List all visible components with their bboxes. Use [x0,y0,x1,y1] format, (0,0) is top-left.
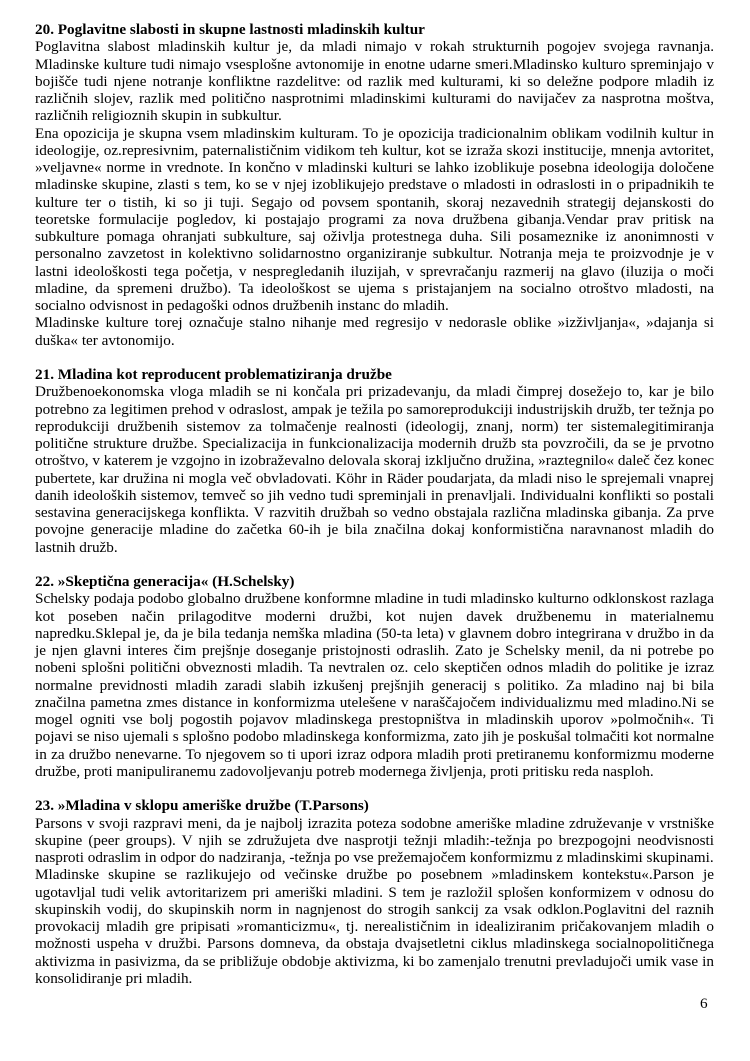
paragraph: Poglavitna slabost mladinskih kultur je, da mladi nimajo v rokah strukturnih pogojev svojega ravnanja. Mladinske kulture tudi nimajo vsesplošne avtonomije in enotne udarne smeri.Mladinsko kulturo spreminjajo v bojišče tudi njene notranje konfliktne razdelitve: od razlik med kulturami, ki so deležne podpore mladih iz različnih slojev, razlik med politično nasprotnimi mladinskimi kulturami do navijačev za nasprotna moštva, različnih religioznih skupin in subkultur. [35,38,714,125]
section-spacer [35,780,714,797]
section-heading: 21. Mladina kot reproducent problematiziranja družbe [35,366,392,383]
paragraph: Mladinske kulture torej označuje stalno nihanje med regresijo v nedorasle oblike »izživljanja«, »dajanja si duška« ter avtonomijo. [35,314,714,349]
paragraph: Parsons v svoji razpravi meni, da je najbolj izrazita poteza sodobne ameriške mladine združevanje v vrstniške skupine (peer groups). V njih se združujeta dve nasprotji težnji mladih:-težnja po brezpogojni neodvisnosti nasproti odraslim in odpor do nadziranja, -težnja po vse prežemajočem konformizmu z mladinskimi skupinami. [35,814,714,866]
section-20 [35,21,714,349]
section-heading: 23. »Mladina v sklopu ameriške družbe (T.Parsons) [35,797,369,815]
section-22 [35,573,714,780]
document-page [35,21,714,987]
paragraph: Mladinske skupine se razlikujejo od večinske družbe po posebnem »mladinskem kontekstu«.Parson je ugotavljal tudi velik avtoritarizem pri ameriški mladini. S tem je razložil splošen konformizem v odnosu do skupinskih vodij, do skupinskih norm in nagnjenost do strogih sankcij za vsak odklon.Poglavitni del raznih provokacij mladih gre pripisati »romanticizmu«, tj. nerealističnim in idealiziranim pričakovanjem mladih o možnosti uspeha v družbi. Parsons domneva, da obstaja dvajsetletni ciklus mladinskega socialnopolitičnega aktivizma in pasivizma, da se približuje obdobje aktivizma, ki bo zamenjalo trenutni prevladujoči umik vase in konsolidiranje pri mladih. [35,866,714,987]
paragraph: Družbenoekonomska vloga mladih se ni končala pri prizadevanju, da mladi čimprej dosežejo to, kar je bilo potrebno za legitimen prehod v odraslost, ampak je težila po samoreprodukciji industrijskih družb, ter težnja po reprodukciji družbenih sistemov za tolmačenje realnosti (ideologij, znanj, norm) ter sistemalegitimiranja politične strukture družbe. Specializacija in funkcionalizacija modernih družb sta povzročili, da se je prvotno otroštvo, v katerem je vzgojno in izobraževalno delovala skoraj izključno družina, »raztegnilo« daleč čez konec pubertete, kar družina ni mogla več obvladovati. Köhr in Räder poudarjata, da mladi niso le sprejemali vnaprej danih ideoloških sistemov, temveč so jih vedno tudi spreminjali in prenavljali. Individualni konflikti so postali sestavina generacijskega konflikta. V razvitih družbah so vedno obstajala različna mladinska gibanja. Za prve povojne generacije mladine do začetka 60-ih je bila značilna dokaj konformistična naravnanost mladih do lastnih družb. [35,383,714,556]
section-spacer [35,349,714,366]
section-heading: 20. Poglavitne slabosti in skupne lastnosti mladinskih kultur [35,21,425,38]
paragraph: Schelsky podaja podobo globalno družbene konformne mladine in tudi mladinsko kulturno odklonskost razlaga kot poseben način prilagoditve moderni družbi, kot nujen davek družbenemu in materialnemu napredku.Sklepal je, da je bila tedanja nemška mladina (50-ta leta) v glavnem dobro integrirana v družbo in da je njen glavni interes čim prejšnje doseganje pristojnosti odraslih. Zato je Schelsky menil, da ni potrebe po nobeni splošni politični obveznosti mladih. Ta nevtralen oz. celo skeptičen odnos mladih do politike je izraz normalne previdnosti mladih zaradi slabih izkušenj prejšnjih generacij s politiko. Za mladino naj bi bila značilna pametna zmes distance in konformizma utelešene v naraščajočem individualizmu med mladino.Ni se mogel ogniti vse bolj pogostih pojavov mladinskega prestopništva in mladinskih uporov »polmočnih«. Ti pojavi se niso ujemali s splošno podobo mladinskega konformizma, zato jih je poskušal tolmačiti kot normalne in za družbo nenevarne. To njegovem so ti upori izraz odpora mladih proti pretiranemu konformizmu moderne družbe, proti manipuliranemu zadovoljevanju potreb modernega življenja, proti pritisku reda nasploh. [35,590,714,780]
page-number: 6 [700,995,708,1012]
paragraph: Ena opozicija je skupna vsem mladinskim kulturam. To je opozicija tradicionalnim oblikam vodilnih kultur in ideologije, oz.represivnim, paternalističnim vidikom teh kultur, kot se izraža skozi institucije, mnenja avtoritet, »veljavne« norme in vrednote. In končno v mladinski kulturi se lahko izoblikuje posebna ideologija določene mladinske skupine, zlasti s tem, ko se v njej izoblikujejo predstave o mladosti in odraslosti in o pripadnikih te kulture ter o tistih, ki so ji tuji. Segajo od povsem spontanih, skoraj nezavednih strategij dejanskosti do teoretske formulacije pogledov, ki postajajo programi za nova družbena gibanja.Vendar prav pritisk na subkulture pomaga ohranjati subkulture, saj oživlja protestnega duha. Sili posameznike iz anonimnosti v personalno zavzetost in kolektivno solidarnostno organiziranje subkultur. Notranja meja te proizvodnje je v lastni ideološkosti tega početja, v nespregledanih iluzijah, v sprevračanju razmerij na glavo (iluzija o moči mladine, da spremeni družbo). Ta ideološkost se ujema s pristajanjem na socialno otroštvo mladosti, na socialno odvisnost in pedagoški odnos družbenih instanc do mladih. [35,124,714,314]
section-21 [35,366,714,556]
section-23 [35,797,714,987]
section-spacer [35,556,714,573]
section-heading: 22. »Skeptična generacija« (H.Schelsky) [35,573,295,590]
